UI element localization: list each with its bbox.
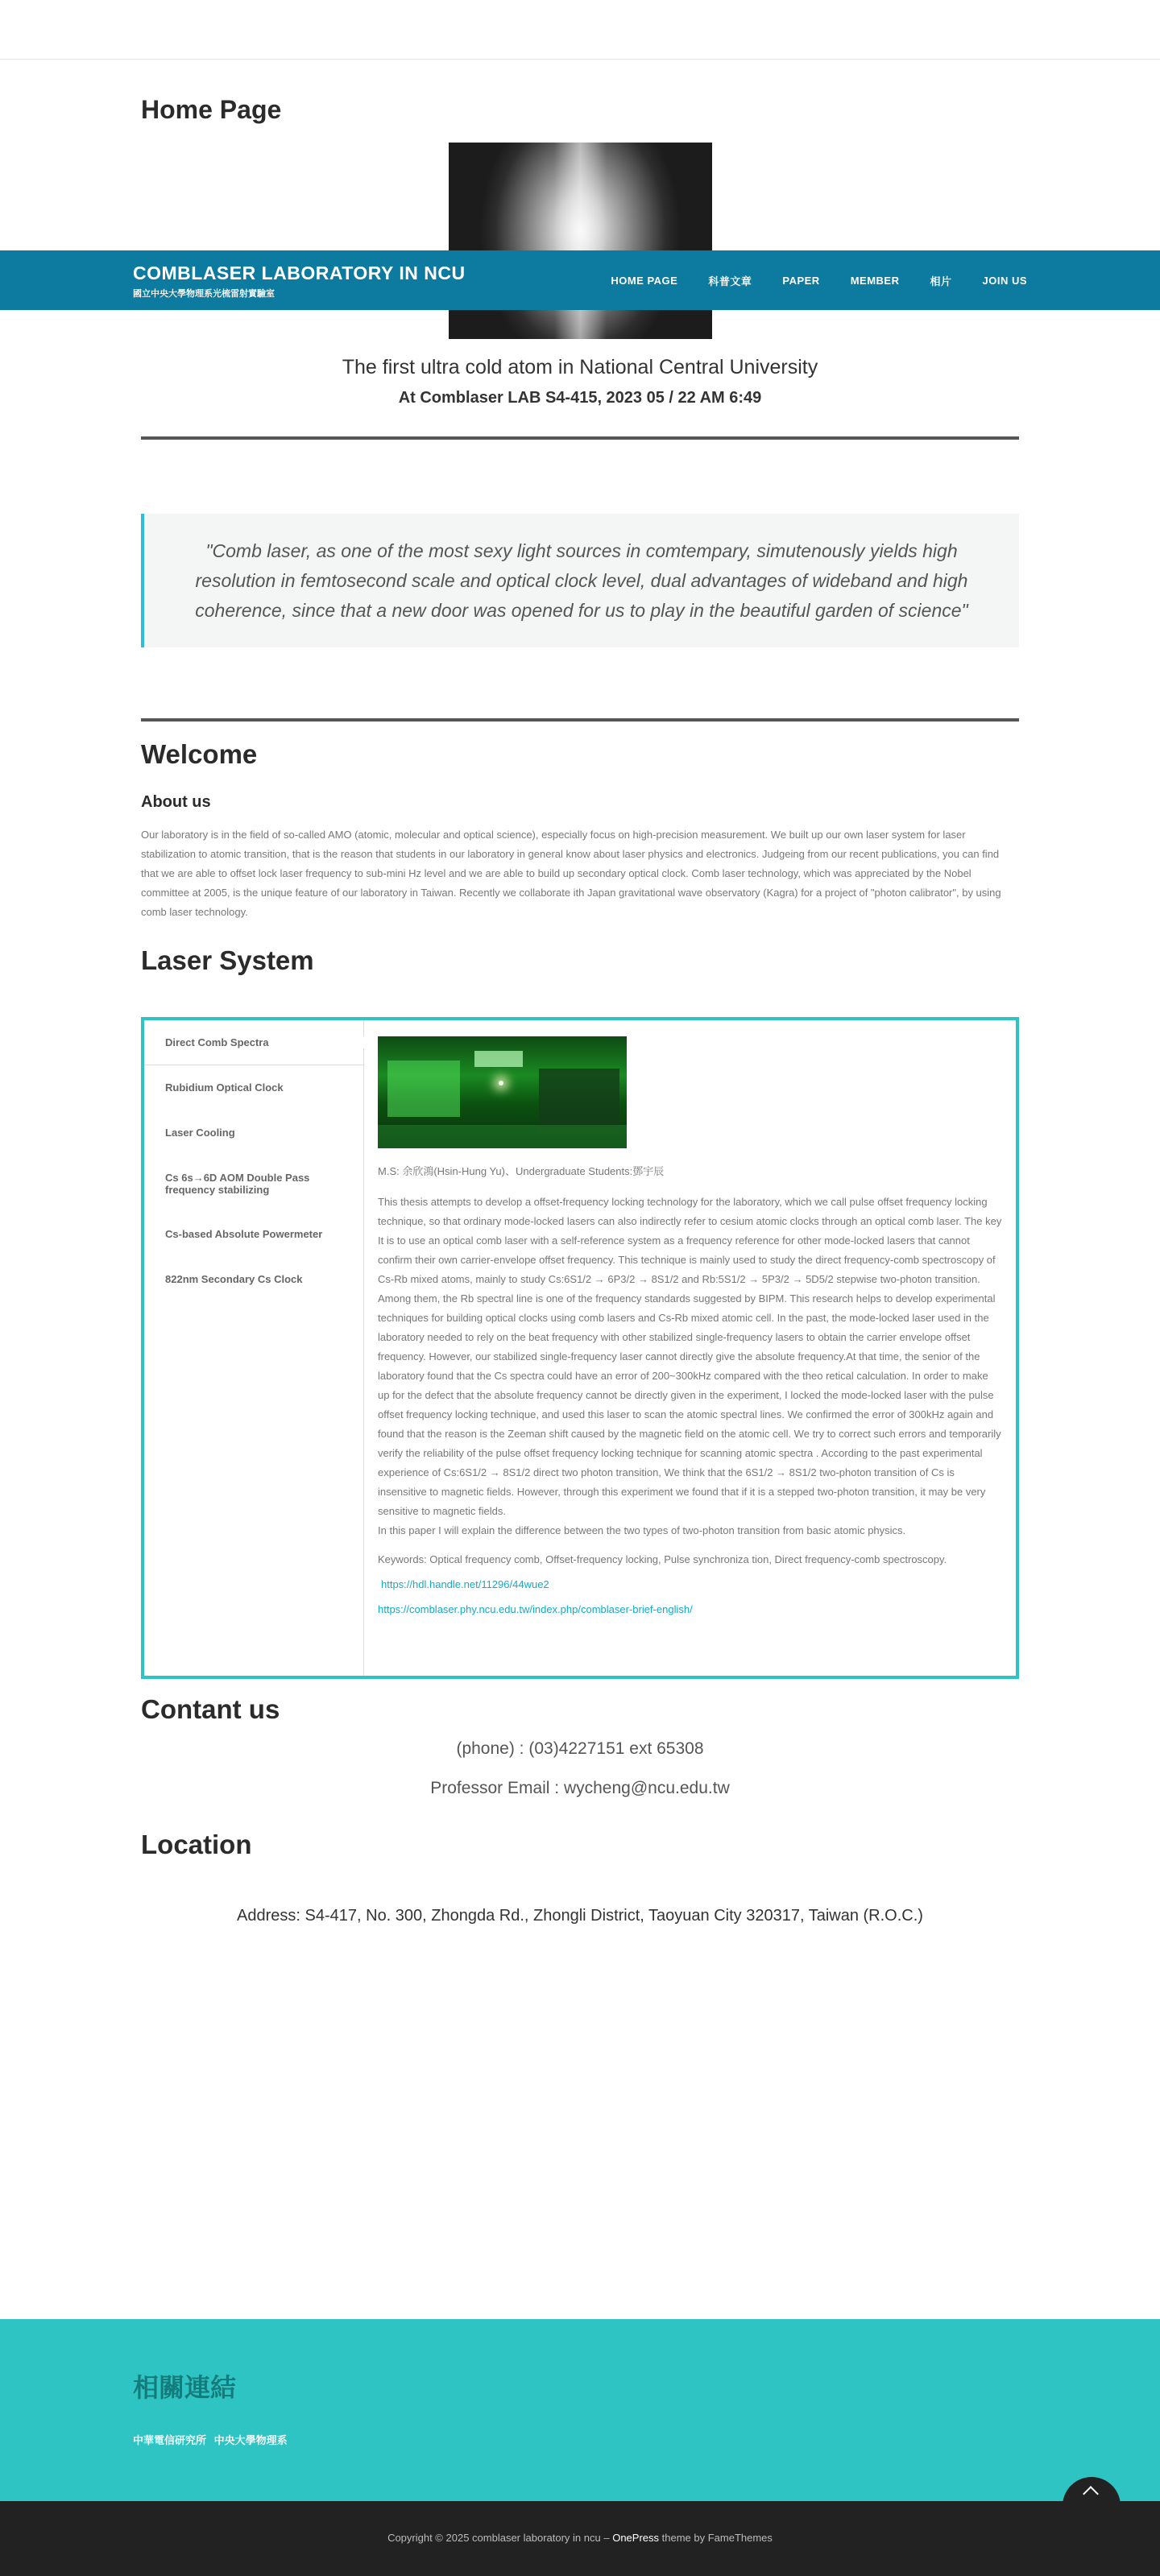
footer-link-list [133, 2432, 292, 2447]
nav-paper[interactable]: PAPER [782, 274, 820, 287]
home-page-title: Home Page [141, 95, 282, 124]
tab-822nm-secondary-cs-clock[interactable]: 822nm Secondary Cs Clock [165, 1273, 303, 1285]
section-divider [141, 718, 1019, 722]
copyright-text [0, 2532, 1160, 2544]
nav-member[interactable]: MEMBER [850, 274, 900, 287]
hero-caption-date: At Comblaser LAB S4-415, 2023 05 / 22 AM 6:49 [398, 389, 762, 407]
footer-title: 相關連結 [133, 2373, 237, 2402]
about-us-text: Our laboratory is in the field of so-called AMO (atomic, molecular and optical science), especially focus on high-precision measurement. We built up our own laser system for laser stabilization to atomic transition, that is the reason that students in our laboratory in general know about laser physics and electronics. Judgeing from our recent publications, you can find that we are able to offset lock laser frequency to sub-mini Hz level and we are able to build up secondary optical clock. Comb laser technology, which was appreciated by the Nobel committee at 2005, is the unique feature of our laboratory in Taiwan. Recently we collaborate ith Japan gravitational wave observatory (Kagra) for a project of "photon calibrator", by using comb laser technology. [141, 829, 1001, 918]
contact-phone: (phone) : (03)4227151 ext 65308 [456, 1739, 704, 1758]
about-us-title: About us [141, 793, 211, 811]
copyright-prefix: Copyright © 2025 comblaser laboratory in ncu – [387, 2532, 610, 2544]
brand-title[interactable]: COMBLASER LABORATORY IN NCU [133, 263, 466, 283]
nav-join-us[interactable]: JOIN US [982, 274, 1027, 287]
tab-panel-direct-comb-spectra [378, 1036, 1002, 1615]
footer-link-chunghwa-telecom-labs[interactable]: 中華電信研究所 [133, 2434, 207, 2446]
hero-caption: The first ultra cold atom in National Central University [342, 356, 818, 378]
tab-cs-absolute-powermeter[interactable]: Cs-based Absolute Powermeter [165, 1228, 323, 1240]
tab-rubidium-optical-clock[interactable]: Rubidium Optical Clock [165, 1081, 284, 1094]
location-address: Address: S4-417, No. 300, Zhongda Rd., Zhongli District, Taoyuan City 320317, Taiwan (R.O.C.) [237, 1907, 923, 1925]
main-navbar [0, 250, 1160, 310]
contact-title: Contant us [141, 1694, 280, 1724]
nav-home-page[interactable]: HOME PAGE [611, 274, 678, 287]
lab-quote: "Comb laser, as one of the most sexy light sources in comtempary, simutenously yields high resolution in femtosecond scale and optical clock level, dual advantages of wideband and high coherence, since that a new door was opened for us to play in the beautiful garden of science" [141, 514, 1019, 647]
panel-abstract-end: In this paper I will explain the difference between the two types of two-photon transition from basic atomic physics. [378, 1524, 906, 1536]
brand-subtitle: 國立中央大學物理系光梳雷射實驗室 [133, 289, 275, 299]
contact-email: Professor Email : wycheng@ncu.edu.tw [430, 1779, 730, 1797]
onepress-link[interactable]: OnePress [612, 2532, 660, 2544]
footer-links-section [0, 2319, 1160, 2501]
location-title: Location [141, 1830, 252, 1859]
footer-link-ncu-physics[interactable]: 中央大學物理系 [213, 2434, 288, 2446]
footer-bottom-bar [0, 2501, 1160, 2576]
laser-system-tabs [141, 1017, 1019, 1679]
site-brand[interactable] [133, 263, 466, 300]
tab-cs-aom-double-pass[interactable]: Cs 6s→6D AOM Double Pass frequency stabilizing [165, 1172, 310, 1196]
nav-photos[interactable]: 相片 [930, 275, 952, 287]
copyright-suffix: theme by FameThemes [661, 2532, 773, 2544]
welcome-title: Welcome [141, 739, 258, 769]
panel-keywords: Keywords: Optical frequency comb, Offset-frequency locking, Pulse synchroniza tion, Direct frequency-comb spectroscopy. [378, 1553, 947, 1565]
panel-abstract: This thesis attempts to develop a offset-frequency locking technology for the laboratory, which we call pulse offset frequency locking technique, so that ordinary mode-locked lasers can also indirectly refer to cesium atomic clocks through an optical comb laser. The key It is to use an optical comb laser with a self-reference system as a frequency reference for other mode-locked lasers that cannot confirm their own carrier-envelope offset frequency. This technique is mainly used to study the direct frequency-comb spectroscopy of Cs-Rb mixed atoms, mainly to study Cs:6S1/2 → 6P3/2 → 8S1/2 and Rb:5S1/2 → 5P3/2 → 5D5/2 stepwise two-photon transition. Among them, the Rb spectral line is one of the frequency standards suggested by BIPM. This research helps to develop experimental techniques for building optical clocks using comb lasers and Cs-Rb mixed atomic cell. In the past, the mode-locked laser used in the laboratory needed to rely on the beat frequency with other stabilized single-frequency lasers to obtain the carrier envelope offset frequency. However, our stabilized single-frequency laser cannot directly give the absolute frequency.At that time, the senior of the laboratory found that the Cs spectra could have an error of 200~300kHz compared with the theo retical calculation. In order to make up for the defect that the absolute frequency cannot be directly given in the experiment, I locked the mode-locked laser with the pulse offset frequency locking technique, and used this laser to scan the atomic spectral lines. We confirmed the error of 300kHz again and found that the reason is the Zeeman shift caused by the magnetic field on the atomic cell. We try to correct such errors and temporarily verify the reliability of the pulse offset frequency locking technique for scanning atomic spectra . According to the past experimental experience of Cs:6S1/2 → 8S1/2 direct two photon transition, We think that the 6S1/2 → 8S1/2 two-photon transition of Cs is insensitive to magnetic fields. However, through this experiment we found that if it is a stepped two-photon transition, it may be very sensitive to magnetic fields. [378, 1196, 1002, 1517]
tab-direct-comb-spectra[interactable]: Direct Comb Spectra [144, 1036, 364, 1048]
main-menu [580, 250, 1027, 310]
laser-system-title: Laser System [141, 945, 314, 975]
tab-list [144, 1020, 364, 1676]
thesis-handle-link[interactable]: https://hdl.handle.net/11296/44wue2 [381, 1578, 549, 1590]
panel-members: M.S: 余欣鴻(Hsin-Hung Yu)、Undergraduate Students:鄧宇辰 [378, 1165, 665, 1177]
chevron-up-icon [1083, 2486, 1099, 2502]
top-white-bar [0, 0, 1160, 60]
nav-science-articles[interactable]: 科普文章 [708, 275, 752, 287]
brief-english-link[interactable]: https://comblaser.phy.ncu.edu.tw/index.php/comblaser-brief-english/ [378, 1603, 693, 1615]
section-divider [141, 436, 1019, 440]
laser-setup-photo [378, 1036, 627, 1148]
tab-laser-cooling[interactable]: Laser Cooling [165, 1127, 235, 1139]
